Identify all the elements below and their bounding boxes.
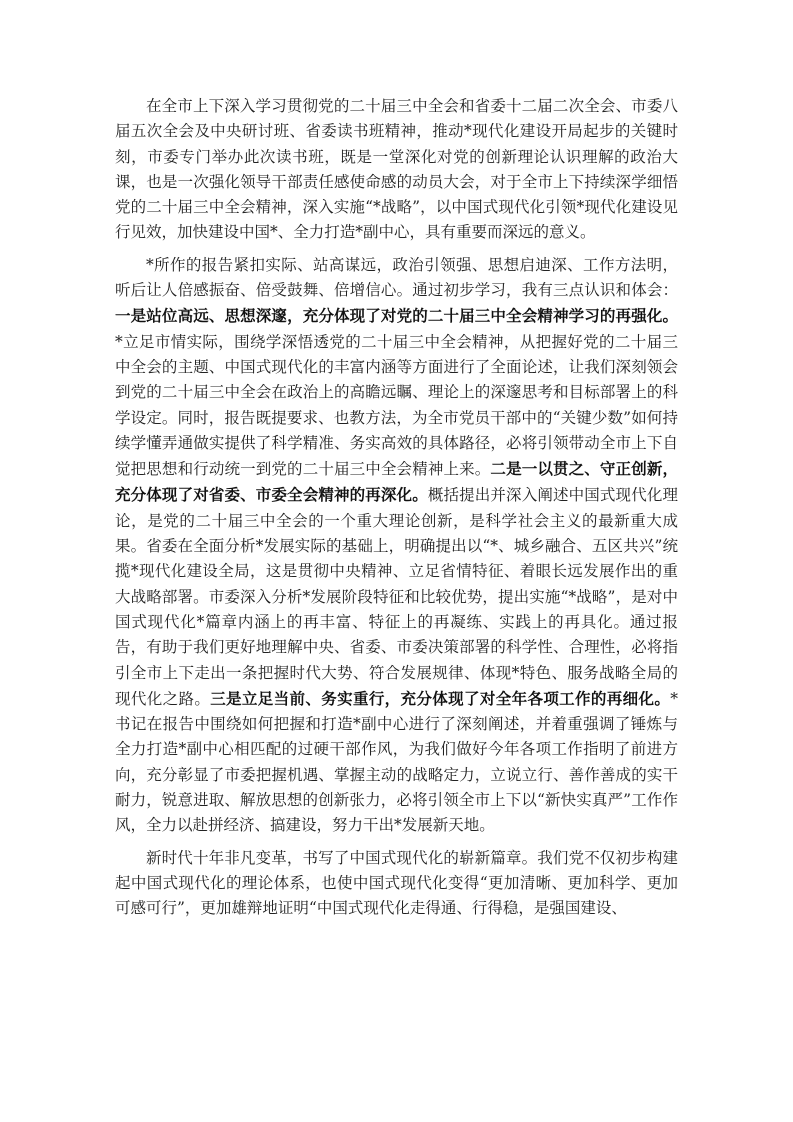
point-2-heading: 二是一以贯之、守正创新，充分体现了对省委、市委全会精神的再深化。 bbox=[115, 459, 678, 505]
point-1-heading: 一是站位高远、思想深邃，充分体现了对党的二十届三中全会精神学习的再强化。 bbox=[115, 306, 678, 326]
paragraph-2 bbox=[115, 253, 678, 839]
point-3-body: *书记在报告中围绕如何把握和打造*副中心进行了深刻阐述，并着重强调了锤炼与全力打造*副中心相匹配的过硬干部作风，为我们做好今年各项工作指明了前进方向，充分彰显了市委把握机遇、掌握主动的战略定力，立说立行、善作善成的实干耐力，锐意进取、解放思想的创新张力，必将引领全市上下以“新快实真严”工作作风，全力以赴拼经济、搞建设，努力干出*发展新天地。 bbox=[115, 689, 678, 835]
point-3-heading: 三是立足当前、务实重行，充分体现了对全年各项工作的再细化。 bbox=[210, 688, 671, 708]
point-1-body: *立足市情实际，围绕学深悟透党的二十届三中全会精神，从把握好党的二十届三中全会的主题、中国式现代化的丰富内涵等方面进行了全面论述，让我们深刻领会到党的二十届三中全会在政治上的高瞻远瞩、理论上的深邃思考和目标部署上的科学设定。同时，报告既提要求、也教方法，为全市党员干部中的“关键少数”如何持续学懂弄通做实提供了科学精准、务实高效的具体路径，必将引领带动全市上下自觉把思想和行动统一到党的二十届三中全会精神上来。 bbox=[115, 332, 678, 479]
paragraph-2-intro: *所作的报告紧扣实际、站高谋远，政治引领强、思想启迪深、工作方法明，听后让人倍感振奋、倍受鼓舞、倍增信心。通过初步学习，我有三点认识和体会： bbox=[115, 255, 678, 300]
paragraph-3: 新时代十年非凡变革，书写了中国式现代化的崭新篇章。我们党不仅初步构建起中国式现代化的理论体系，也使中国式现代化变得“更加清晰、更加科学、更加可感可行”，更加雄辩地证明“中国式现代化走得通、行得稳，是强国建设、 bbox=[115, 848, 678, 918]
document-body bbox=[115, 94, 678, 929]
paragraph-1: 在全市上下深入学习贯彻党的二十届三中全会和省委十二届二次全会、市委八届五次全会及中央研讨班、省委读书班精神，推动*现代化建设开局起步的关键时刻，市委专门举办此次读书班，既是一堂深化对党的创新理论认识理解的政治大课，也是一次强化领导干部责任感使命感的动员大会，对于全市上下持续深学细悟党的二十届三中全会精神，深入实施“*战略”，以中国式现代化引领*现代化建设见行见效，加快建设中国*、全力打造*副中心，具有重要而深远的意义。 bbox=[115, 97, 678, 242]
point-2-body: 概括提出并深入阐述中国式现代化理论，是党的二十届三中全会的一个重大理论创新，是科学社会主义的最新重大成果。省委在全面分析*发展实际的基础上，明确提出以“*、城乡融合、五区共兴”统揽*现代化建设全局，这是贯彻中央精神、立足省情特征、着眼长远发展作出的重大战略部署。市委深入分析*发展阶段特征和比较优势，提出实施“*战略”，是对中国式现代化*篇章内涵上的再丰富、特征上的再凝练、实践上的再具化。通过报告，有助于我们更好地理解中央、省委、市委决策部署的科学性、合理性，必将指引全市上下走出一条把握时代大势、符合发展规律、体现*特色、服务战略全局的现代化之路。 bbox=[115, 486, 678, 708]
